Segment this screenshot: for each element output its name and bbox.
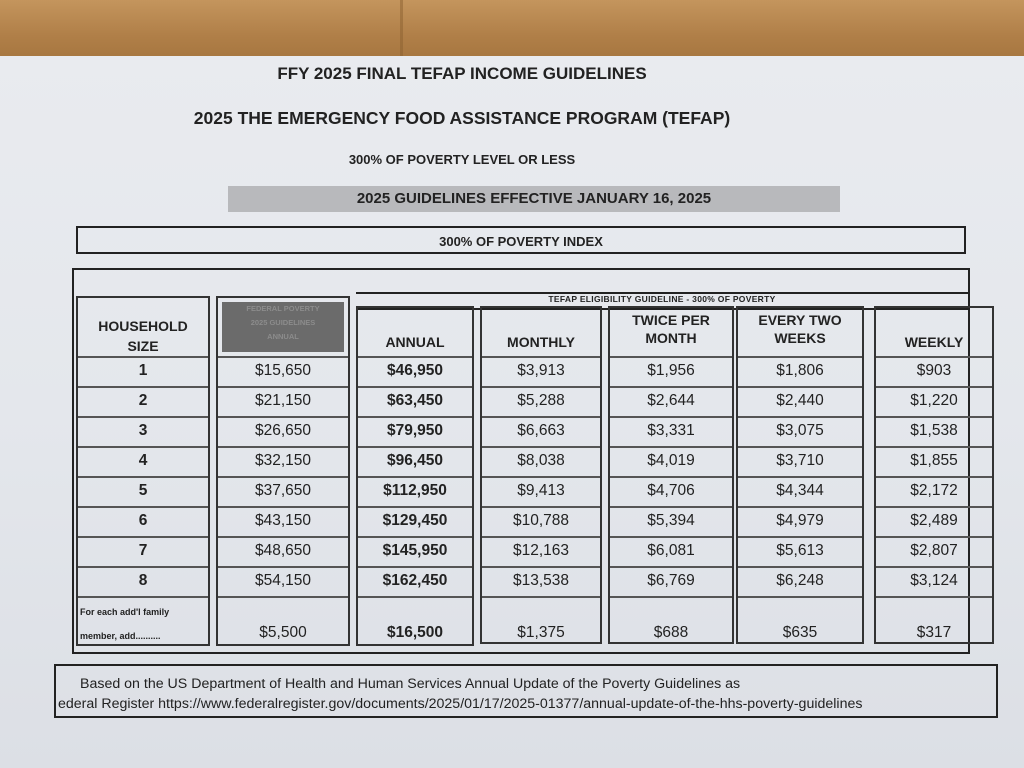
weekly-column (874, 306, 994, 644)
annual-value-cell: $162,450 (358, 566, 472, 596)
monthly-value-cell: $3,913 (482, 356, 600, 386)
fed-value-cell: $37,650 (218, 476, 348, 506)
wood-grain-line (400, 0, 403, 60)
household-header-line1: HOUSEHOLD (98, 318, 188, 334)
weekly-value-cell: $3,124 (876, 566, 992, 596)
twice-value-cell: $4,706 (610, 476, 732, 506)
eligibility-guideline-label: TEFAP ELIGIBILITY GUIDELINE - 300% OF POVERTY (548, 294, 776, 304)
annual-value-cell: $96,450 (358, 446, 472, 476)
household-size-cell: 2 (78, 386, 208, 416)
household-size-cell: 1 (78, 356, 208, 386)
twice-value-cell: $2,644 (610, 386, 732, 416)
fed-header-line3: ANNUAL (267, 332, 299, 341)
poverty-index-box (76, 226, 966, 254)
weekly-value-cell: $1,538 (876, 416, 992, 446)
fed-value-cell: $43,150 (218, 506, 348, 536)
additional-member-note-line: member, add.......... (80, 631, 161, 641)
additional-member-note-line: For each add'l family (80, 607, 170, 617)
annual-value-cell: $63,450 (358, 386, 472, 416)
household-size-cell: 5 (78, 476, 208, 506)
annual-value-cell: $145,950 (358, 536, 472, 566)
annual-value-cell: $112,950 (358, 476, 472, 506)
poverty-index-label: 300% OF POVERTY INDEX (439, 234, 603, 249)
fed-value-cell: $54,150 (218, 566, 348, 596)
effective-date-banner (228, 186, 840, 212)
biweekly-value-cell: $4,344 (738, 476, 862, 506)
twice-header: MONTH (645, 330, 697, 346)
fed-value-cell: $48,650 (218, 536, 348, 566)
household-size-column (76, 296, 210, 646)
fed-header-line1: FEDERAL POVERTY (246, 304, 320, 313)
weekly-value-cell: $2,489 (876, 506, 992, 536)
monthly-additional-member-cell: $1,375 (482, 596, 600, 656)
twice-header: TWICE PER (632, 312, 710, 328)
monthly-value-cell: $5,288 (482, 386, 600, 416)
fed-additional-member-cell: $5,500 (218, 596, 348, 656)
biweekly-header: WEEKS (774, 330, 826, 346)
weekly-value-cell: $903 (876, 356, 992, 386)
wood-table-background (0, 0, 1024, 60)
monthly-value-cell: $6,663 (482, 416, 600, 446)
household-size-cell: 6 (78, 506, 208, 536)
twice-per-month-column (608, 306, 734, 644)
footnote-line2: ederal Register https://www.federalregister.gov/documents/2025/01/17/2025-01377/annual-update-of-the-hhs-poverty-guidelines (58, 696, 863, 712)
twice-value-cell: $4,019 (610, 446, 732, 476)
weekly-additional-member-cell: $317 (876, 596, 992, 656)
twice-additional-member-cell: $688 (610, 596, 732, 656)
federal-poverty-column (216, 296, 350, 646)
fed-value-cell: $26,650 (218, 416, 348, 446)
biweekly-header: EVERY TWO (758, 312, 842, 328)
weekly-value-cell: $2,807 (876, 536, 992, 566)
biweekly-value-cell: $6,248 (738, 566, 862, 596)
monthly-value-cell: $8,038 (482, 446, 600, 476)
household-header-line2: SIZE (127, 338, 159, 354)
weekly-value-cell: $2,172 (876, 476, 992, 506)
household-size-cell: 7 (78, 536, 208, 566)
additional-member-note (78, 596, 208, 656)
document-title: FFY 2025 FINAL TEFAP INCOME GUIDELINES (277, 64, 647, 83)
footnote-line1: Based on the US Department of Health and Human Services Annual Update of the Poverty Guidelines as (80, 676, 741, 692)
annual-value-cell: $46,950 (358, 356, 472, 386)
monthly-value-cell: $9,413 (482, 476, 600, 506)
biweekly-value-cell: $3,710 (738, 446, 862, 476)
biweekly-value-cell: $5,613 (738, 536, 862, 566)
twice-value-cell: $1,956 (610, 356, 732, 386)
household-size-cell: 3 (78, 416, 208, 446)
household-size-cell: 8 (78, 566, 208, 596)
annual-additional-member-cell: $16,500 (358, 596, 472, 656)
biweekly-additional-member-cell: $635 (738, 596, 862, 656)
fed-value-cell: $21,150 (218, 386, 348, 416)
twice-value-cell: $3,331 (610, 416, 732, 446)
twice-value-cell: $5,394 (610, 506, 732, 536)
annual-value-cell: $79,950 (358, 416, 472, 446)
monthly-value-cell: $13,538 (482, 566, 600, 596)
every-two-weeks-column (736, 306, 864, 644)
effective-date-text: 2025 GUIDELINES EFFECTIVE JANUARY 16, 2025 (356, 190, 712, 207)
biweekly-value-cell: $1,806 (738, 356, 862, 386)
annual-header: ANNUAL (385, 334, 445, 350)
program-title: 2025 THE EMERGENCY FOOD ASSISTANCE PROGRAM (TEFAP) (193, 108, 731, 128)
annual-value-cell: $129,450 (358, 506, 472, 536)
annual-column (356, 306, 474, 646)
fed-value-cell: $32,150 (218, 446, 348, 476)
biweekly-value-cell: $2,440 (738, 386, 862, 416)
federal-poverty-header (222, 302, 344, 352)
weekly-header: WEEKLY (904, 334, 964, 350)
household-size-cell: 4 (78, 446, 208, 476)
fed-value-cell: $15,650 (218, 356, 348, 386)
biweekly-value-cell: $3,075 (738, 416, 862, 446)
fed-header-line2: 2025 GUIDELINES (250, 318, 316, 327)
monthly-value-cell: $10,788 (482, 506, 600, 536)
poverty-level-subtitle: 300% OF POVERTY LEVEL OR LESS (348, 152, 576, 167)
weekly-value-cell: $1,220 (876, 386, 992, 416)
monthly-header: MONTHLY (507, 334, 575, 350)
monthly-column (480, 306, 602, 644)
twice-value-cell: $6,081 (610, 536, 732, 566)
weekly-value-cell: $1,855 (876, 446, 992, 476)
biweekly-value-cell: $4,979 (738, 506, 862, 536)
twice-value-cell: $6,769 (610, 566, 732, 596)
monthly-value-cell: $12,163 (482, 536, 600, 566)
